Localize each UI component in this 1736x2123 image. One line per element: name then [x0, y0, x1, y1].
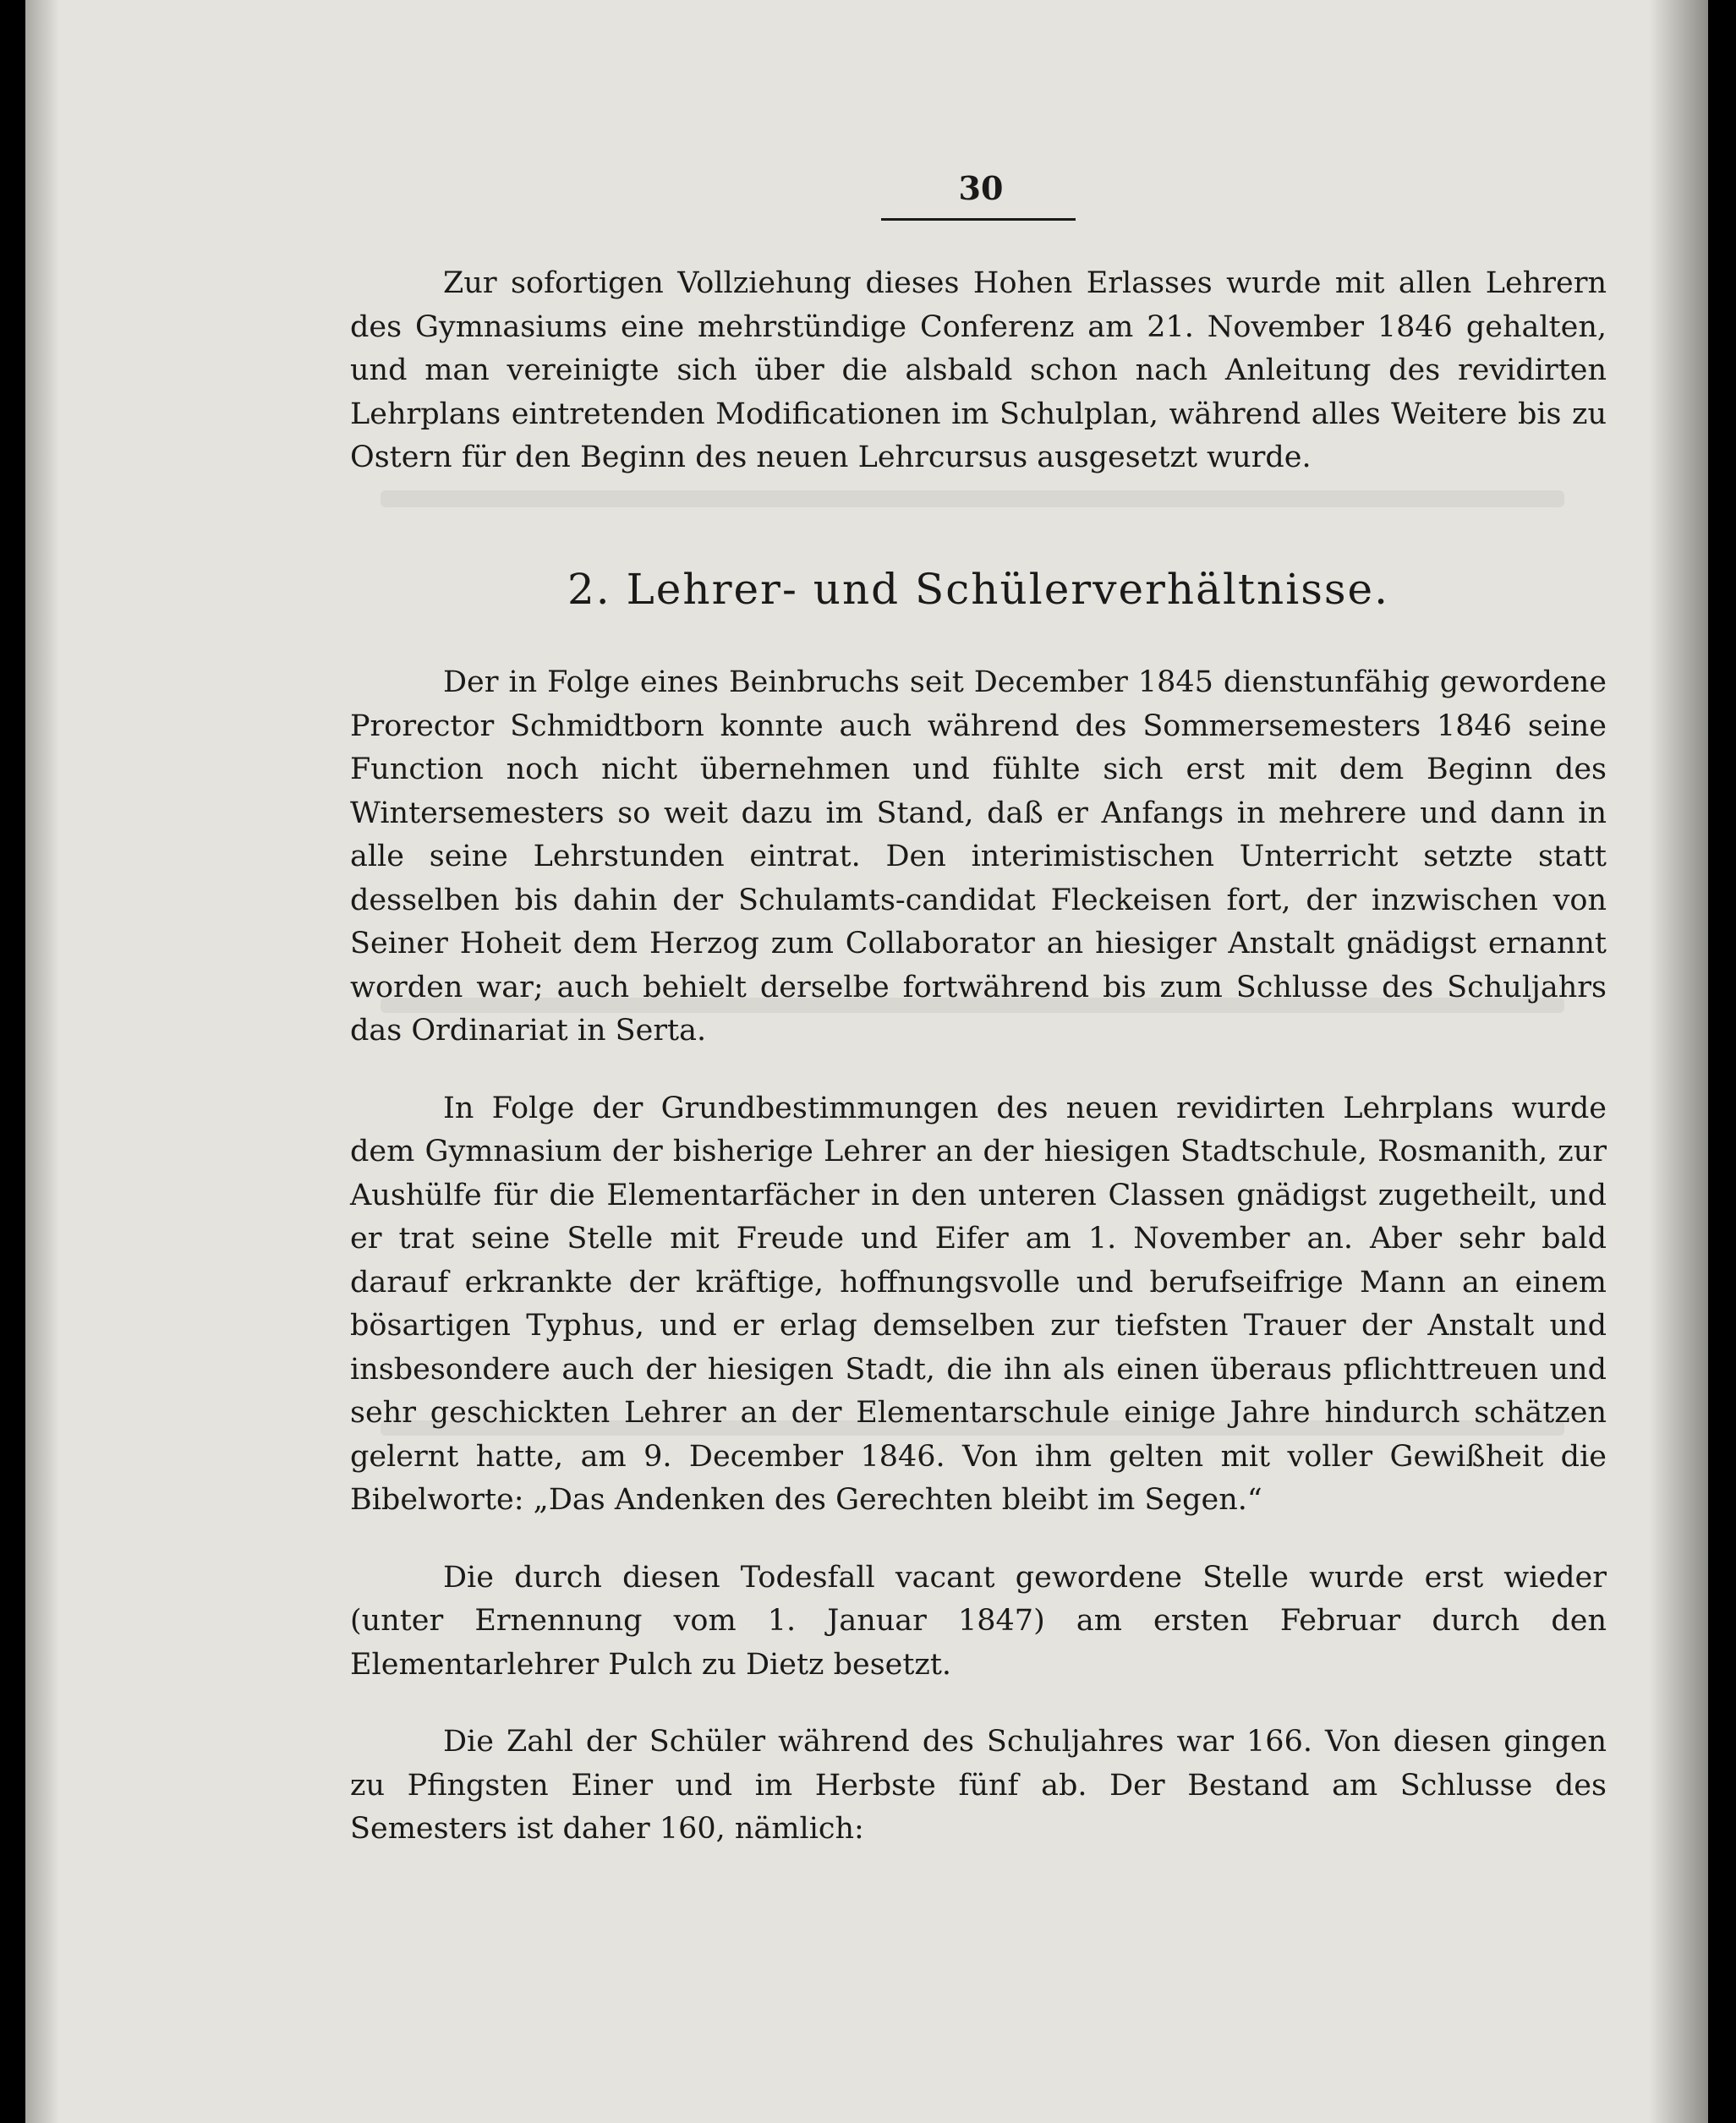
body-block [350, 661, 1607, 1852]
edge-shadow [1649, 0, 1708, 2123]
paragraph-rosmanith: In Folge der Grundbestimmungen des neuen revidirten Lehrplans wurde dem Gymnasium der bisherige Lehrer an der hiesigen Stadtschule, Rosmanith, zur Aushülfe für die Elementarfächer in den unteren Classen gnädigst zugetheilt, und er trat seine Stelle mit Freude und Eifer am 1. November an. Aber sehr bald darauf erkrankte der kräftige, hoffnungsvolle und berufseifrige Mann an einem bösartigen Typhus, und er erlag demselben zur tiefsten Trauer der Anstalt und insbesondere auch der hiesigen Stadt, die ihn als einen überaus pflichttreuen und sehr geschickten Lehrer an der Elementarschule einige Jahre hindurch schätzen gelernt hatte, am 9. December 1846. Von ihm gelten mit voller Gewißheit die Bibelworte: „Das Andenken des Gerechten bleibt im Segen.“ [350, 1091, 1607, 1517]
intro-paragraph: Zur sofortigen Vollziehung dieses Hohen Erlasses wurde mit allen Lehrern des Gymnasiums eine mehrstündige Conferenz am 21. November 1846 gehalten, und man vereinigte sich über die alsbald schon nach Anleitung des revidirten Lehrplans eintretenden Modificationen im Schulplan, während alles Weitere bis zu Ostern für den Beginn des neuen Lehrcursus ausgesetzt wurde. [350, 266, 1607, 474]
gutter-shadow [25, 0, 59, 2123]
page-number-rule [881, 218, 1076, 221]
page-number: 30 [958, 169, 1004, 207]
paragraph-pupil-count: Die Zahl der Schüler während des Schuljahres war 166. Von diesen gingen zu Pfingsten Einer und im Herbste fünf ab. Der Bestand am Schlusse des Semesters ist daher 160, nämlich: [350, 1725, 1607, 1846]
book-page [25, 0, 1708, 2123]
intro-block [350, 262, 1607, 480]
section-heading: 2. Lehrer- und Schülerverhältnisse. [567, 565, 1390, 614]
paragraph-teachers: Der in Folge eines Beinbruchs seit December 1845 dienstunfähig gewordene Prorector Schmidtborn konnte auch während des Sommersemesters 1846 seine Function noch nicht übernehmen und fühlte sich erst mit dem Beginn des Wintersemesters so weit dazu im Stand, daß er Anfangs in mehrere und dann in alle seine Lehrstunden eintrat. Den interimistischen Unterricht setzte statt desselben bis dahin der Schulamts-candidat Fleckeisen fort, der inzwischen von Seiner Hoheit dem Herzog zum Collaborator an hiesiger Anstalt gnädigst ernannt worden war; auch behielt derselbe fortwährend bis zum Schlusse des Schuljahrs das Ordinariat in Serta. [350, 665, 1607, 1048]
show-through-shading [381, 490, 1564, 507]
paragraph-vacancy: Die durch diesen Todesfall vacant gewordene Stelle wurde erst wieder (unter Ernennung vom 1. Januar 1847) am ersten Februar durch den Elementarlehrer Pulch zu Dietz besetzt. [350, 1560, 1607, 1682]
